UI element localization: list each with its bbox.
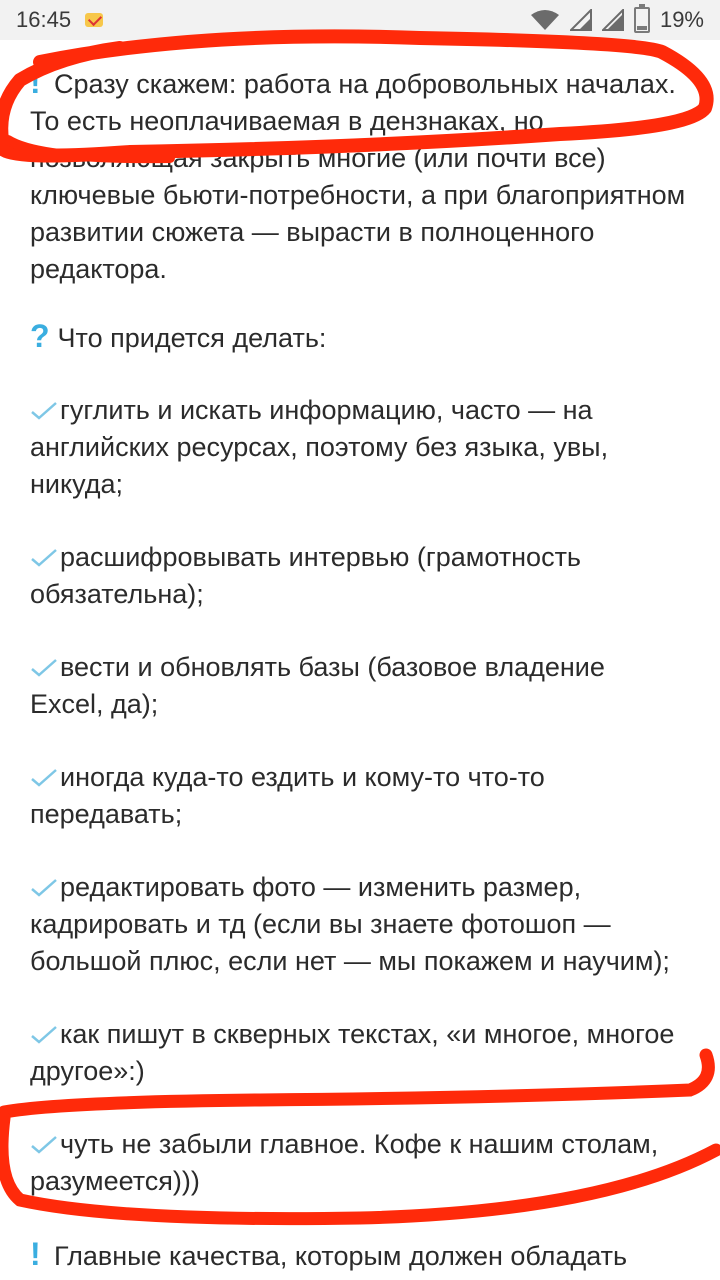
intro-paragraph (30, 64, 690, 288)
wifi-icon (530, 9, 560, 31)
checkmark-icon (30, 1016, 60, 1053)
task-text: гуглить и искать информацию, часто — на английских ресурсах, поэтому без языка, увы, никуда; (30, 395, 609, 499)
intro-text: Сразу скажем: работа на добровольных началах. То есть неоплачиваемая в дензнаках, но позволяющая закрыть многие (или почти все) ключевые бьюти-потребности, а при благоприятном развитии сюжета — вырасти в полноценного редактора. (30, 69, 686, 284)
checkmark-icon (30, 649, 60, 686)
tasks-title: Что придется делать: (57, 323, 327, 353)
exclamation-icon: ! (30, 64, 41, 100)
battery-icon (634, 7, 650, 33)
exclamation-icon: ! (30, 1236, 41, 1272)
signal-icon (570, 9, 592, 31)
tasks-heading (30, 318, 326, 357)
task-text: расшифровывать интервью (грамотность обязательна); (30, 542, 582, 609)
list-item (30, 539, 680, 613)
mail-notification-icon (85, 13, 103, 27)
qualities-heading (30, 1236, 710, 1275)
clock: 16:45 (16, 7, 72, 32)
list-item (30, 1016, 680, 1090)
task-text: вести и обновлять базы (базовое владение Excel, да); (30, 652, 605, 719)
checkmark-icon (30, 759, 60, 796)
checkmark-icon (30, 1126, 60, 1163)
qualities-title: Главные качества, которым должен обладать (54, 1241, 628, 1271)
checkmark-icon (30, 392, 60, 429)
list-item (30, 759, 680, 833)
checkmark-icon (30, 869, 60, 906)
list-item (30, 392, 680, 503)
task-text: как пишут в скверных текстах, «и многое, многое другое»:) (30, 1019, 675, 1086)
task-text: иногда куда-то ездить и кому-то что-то передавать; (30, 762, 545, 829)
status-bar (0, 0, 720, 40)
task-text: чуть не забыли главное. Кофе к нашим столам, разумеется))) (30, 1129, 659, 1196)
task-text: редактировать фото — изменить размер, кадрировать и тд (если вы знаете фотошоп — большой плюс, если нет — мы покажем и научим); (30, 872, 670, 976)
checkmark-icon (30, 539, 60, 576)
list-item (30, 1126, 710, 1200)
battery-level (637, 26, 647, 30)
battery-percent: 19% (659, 7, 704, 32)
list-item (30, 649, 680, 723)
question-icon: ? (30, 318, 50, 354)
signal-icon (602, 9, 624, 31)
list-item (30, 869, 710, 980)
